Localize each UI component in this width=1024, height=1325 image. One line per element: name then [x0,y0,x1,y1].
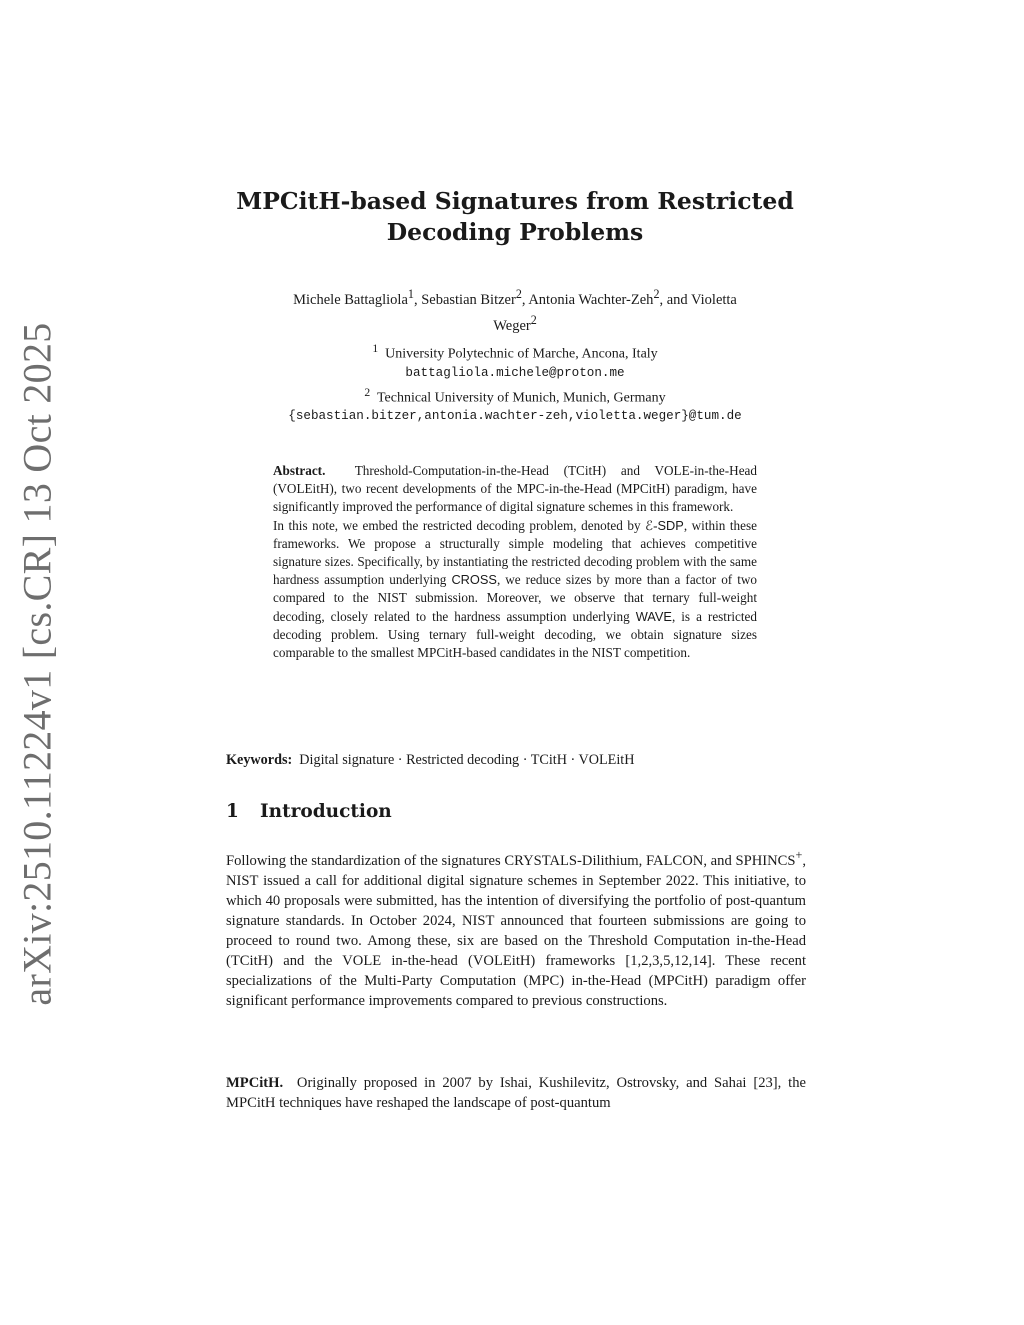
affiliation-2 [228,383,802,408]
section-heading-introduction [226,801,392,822]
author-wachter-zeh: , Antonia Wachter-Zeh [521,291,654,308]
mpcith-paragraph [226,1073,806,1113]
author-battagliola: Michele Battagliola [293,291,408,308]
abstract-wave: WAVE [635,608,672,624]
sphincs-plus-sup: + [795,848,803,862]
affiliation-marker: 2 [530,312,537,327]
affiliation-marker: 1 [407,287,414,301]
mpcith-text: Originally proposed in 2007 by Ishai, Kushilevitz, Ostrovsky, and Sahai [23], the MPCitH techniques have reshaped the landscape of post-quantum [226,1075,807,1111]
abstract [273,462,757,662]
mpcith-label: MPCitH. [226,1075,284,1091]
introduction-paragraph [226,845,806,1011]
affiliation-marker: 2 [653,287,660,301]
abstract-text-2g: , is a restricted decoding problem. Using ternary full-weight decoding, we obtain signature sizes comparable to the smallest MPCitH-based candidates in the NIST competition. [273,608,757,661]
affiliation-1-name: University Polytechnic of Marche, Ancona, Italy [385,346,658,362]
abstract-sdp: SDP [657,517,684,533]
author-bitzer: , Sebastian Bitzer [413,291,516,308]
author-weger-part1: , and Violetta [659,291,737,308]
email-2: {sebastian.bitzer,antonia.wachter-zeh,violetta.weger}@tum.de [288,409,742,424]
affiliation-marker: 2 [364,385,371,399]
abstract-text-2c: , within these frameworks. We propose a structurally simple modeling that achieves competitive signature sizes. Specifically, by instantiating the restricted decoding problem with the same hardness assumption underlying [273,517,757,588]
affiliation-marker: 1 [372,342,379,355]
keywords [226,752,806,769]
abstract-text-2e: , we reduce sizes by more than a factor of two compared to the NIST submission. Moreover, we observe that ternary full-weight decoding, closely related to the hardness assumption underlying [273,572,757,624]
email-1: battagliola.michele@proton.me [405,365,625,380]
abstract-text-2a: In this note, we embed the restricted decoding problem, denoted by ℰ- [273,517,658,533]
abstract-cross: CROSS [451,572,497,588]
keywords-list: Digital signature · Restricted decoding · TCitH · VOLEitH [299,752,635,768]
abstract-text-1: Threshold-Computation-in-the-Head (TCitH) and VOLE-in-the-Head (VOLEitH), two recent developments of the MPC-in-the-Head (MPCitH) paradigm, have significantly improved the performance of digital signature schemes in this framework. [273,463,757,515]
author-list [228,284,802,336]
affiliation-2-name: Technical University of Munich, Munich, Germany [376,390,666,406]
title-line-1: MPCitH-based Signatures from Restricted [236,187,794,215]
affiliation-marker: 2 [515,287,522,301]
keywords-label: Keywords: [226,752,293,768]
author-weger-part2: Weger [493,317,531,334]
arxiv-identifier-stamp: arXiv:2510.11224v1 [cs.CR] 13 Oct 2025 [14,322,60,1006]
paper-title [230,186,800,248]
intro-text-1: Following the standardization of the signatures CRYSTALS-Dilithium, FALCON, and SPHINCS [226,852,796,869]
abstract-paragraph-1 [273,462,757,517]
title-line-2: Decoding Problems [386,218,644,246]
affiliations [228,339,802,426]
abstract-paragraph-2 [273,517,757,663]
section-number: 1 [226,801,239,822]
section-title: Introduction [260,801,392,822]
affiliation-1 [228,339,802,364]
abstract-label: Abstract. [273,463,326,478]
intro-text-2: , NIST issued a call for additional digital signature schemes in September 2022. This initiative, to which 40 proposals were submitted, has the intention of diversifying the portfolio of post-quantum signature standards. In October 2024, NIST announced that fourteen submissions are going to proceed to round two. Among these, six are based on the Threshold Computation in-the-Head (TCitH) and the VOLE in-the-head (VOLEitH) frameworks [1,2,3,5,12,14]. These recent specializations of the Multi-Party Computation (MPC) in-the-Head (MPCitH) paradigm offer significant performance improvements compared to previous constructions. [226,852,806,1009]
